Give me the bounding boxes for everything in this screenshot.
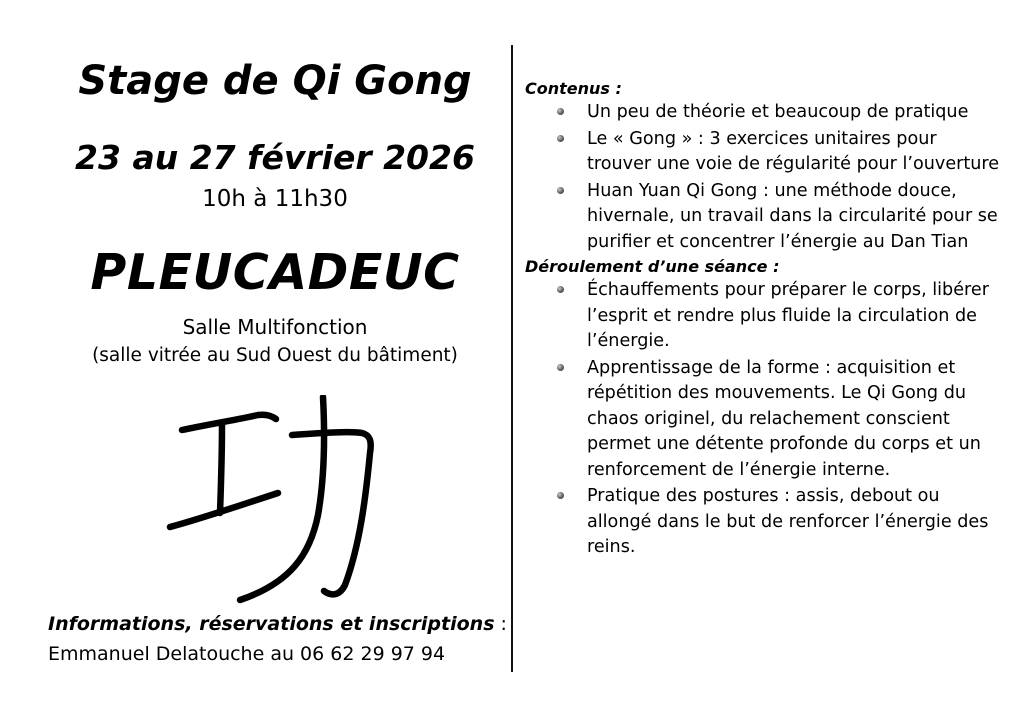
session-heading: Déroulement d’une séance :: [525, 257, 780, 276]
bullet-icon: [557, 286, 564, 293]
column-divider: [511, 45, 513, 672]
list-item-text: Échauffements pour préparer le corps, libérer l’esprit et rendre plus fluide la circulation de l’énergie.: [587, 280, 989, 351]
list-item-text: Pratique des postures : assis, debout ou allongé dans le but de renforcer l’énergie des reins.: [587, 486, 989, 557]
session-list: [525, 278, 1005, 561]
bullet-icon: [557, 135, 564, 142]
event-venue: Salle Multifonction: [182, 315, 368, 339]
list-item: [525, 278, 1005, 355]
bullet-icon: [557, 364, 564, 371]
event-town: PLEUCADEUC: [90, 244, 460, 301]
list-item-text: Huan Yuan Qi Gong : une méthode douce, hivernale, un travail dans la circularité pour se purifier et concentrer l’énergie au Dan Tian: [587, 180, 998, 252]
list-item: [525, 179, 1005, 256]
info-line: [48, 613, 507, 635]
contact-line: Emmanuel Delatouche au 06 62 29 97 94: [48, 643, 446, 665]
list-item-text: Apprentissage de la forme : acquisition et répétition des mouvements. Le Qi Gong du chaos originel, du relachement conscient permet une détente profonde du corps et un renforcement de l’énergie interne.: [587, 357, 981, 480]
list-item: [525, 484, 1005, 561]
list-item: [525, 127, 1005, 178]
event-title: Stage de Qi Gong: [78, 58, 472, 104]
info-suffix: :: [494, 613, 507, 635]
list-item-text: Le « Gong » : 3 exercices unitaires pour trouver une voie de régularité pour l’ouverture: [587, 128, 1000, 174]
event-venue-detail: (salle vitrée au Sud Ouest du bâtiment): [92, 345, 458, 366]
flyer-right-column: [525, 78, 1005, 562]
list-item: [525, 356, 1005, 484]
contents-list: [525, 100, 1005, 255]
gong-calligraphy-icon: [160, 395, 390, 605]
list-item-text: Un peu de théorie et beaucoup de pratique: [587, 102, 969, 122]
bullet-icon: [557, 108, 564, 115]
bullet-icon: [557, 492, 564, 499]
bullet-icon: [557, 187, 564, 194]
event-dates: 23 au 27 février 2026: [75, 138, 475, 177]
event-hours: 10h à 11h30: [202, 186, 348, 212]
info-label: Informations, réservations et inscriptions: [48, 613, 495, 635]
list-item: [525, 100, 1005, 126]
contents-heading: Contenus :: [525, 79, 622, 98]
